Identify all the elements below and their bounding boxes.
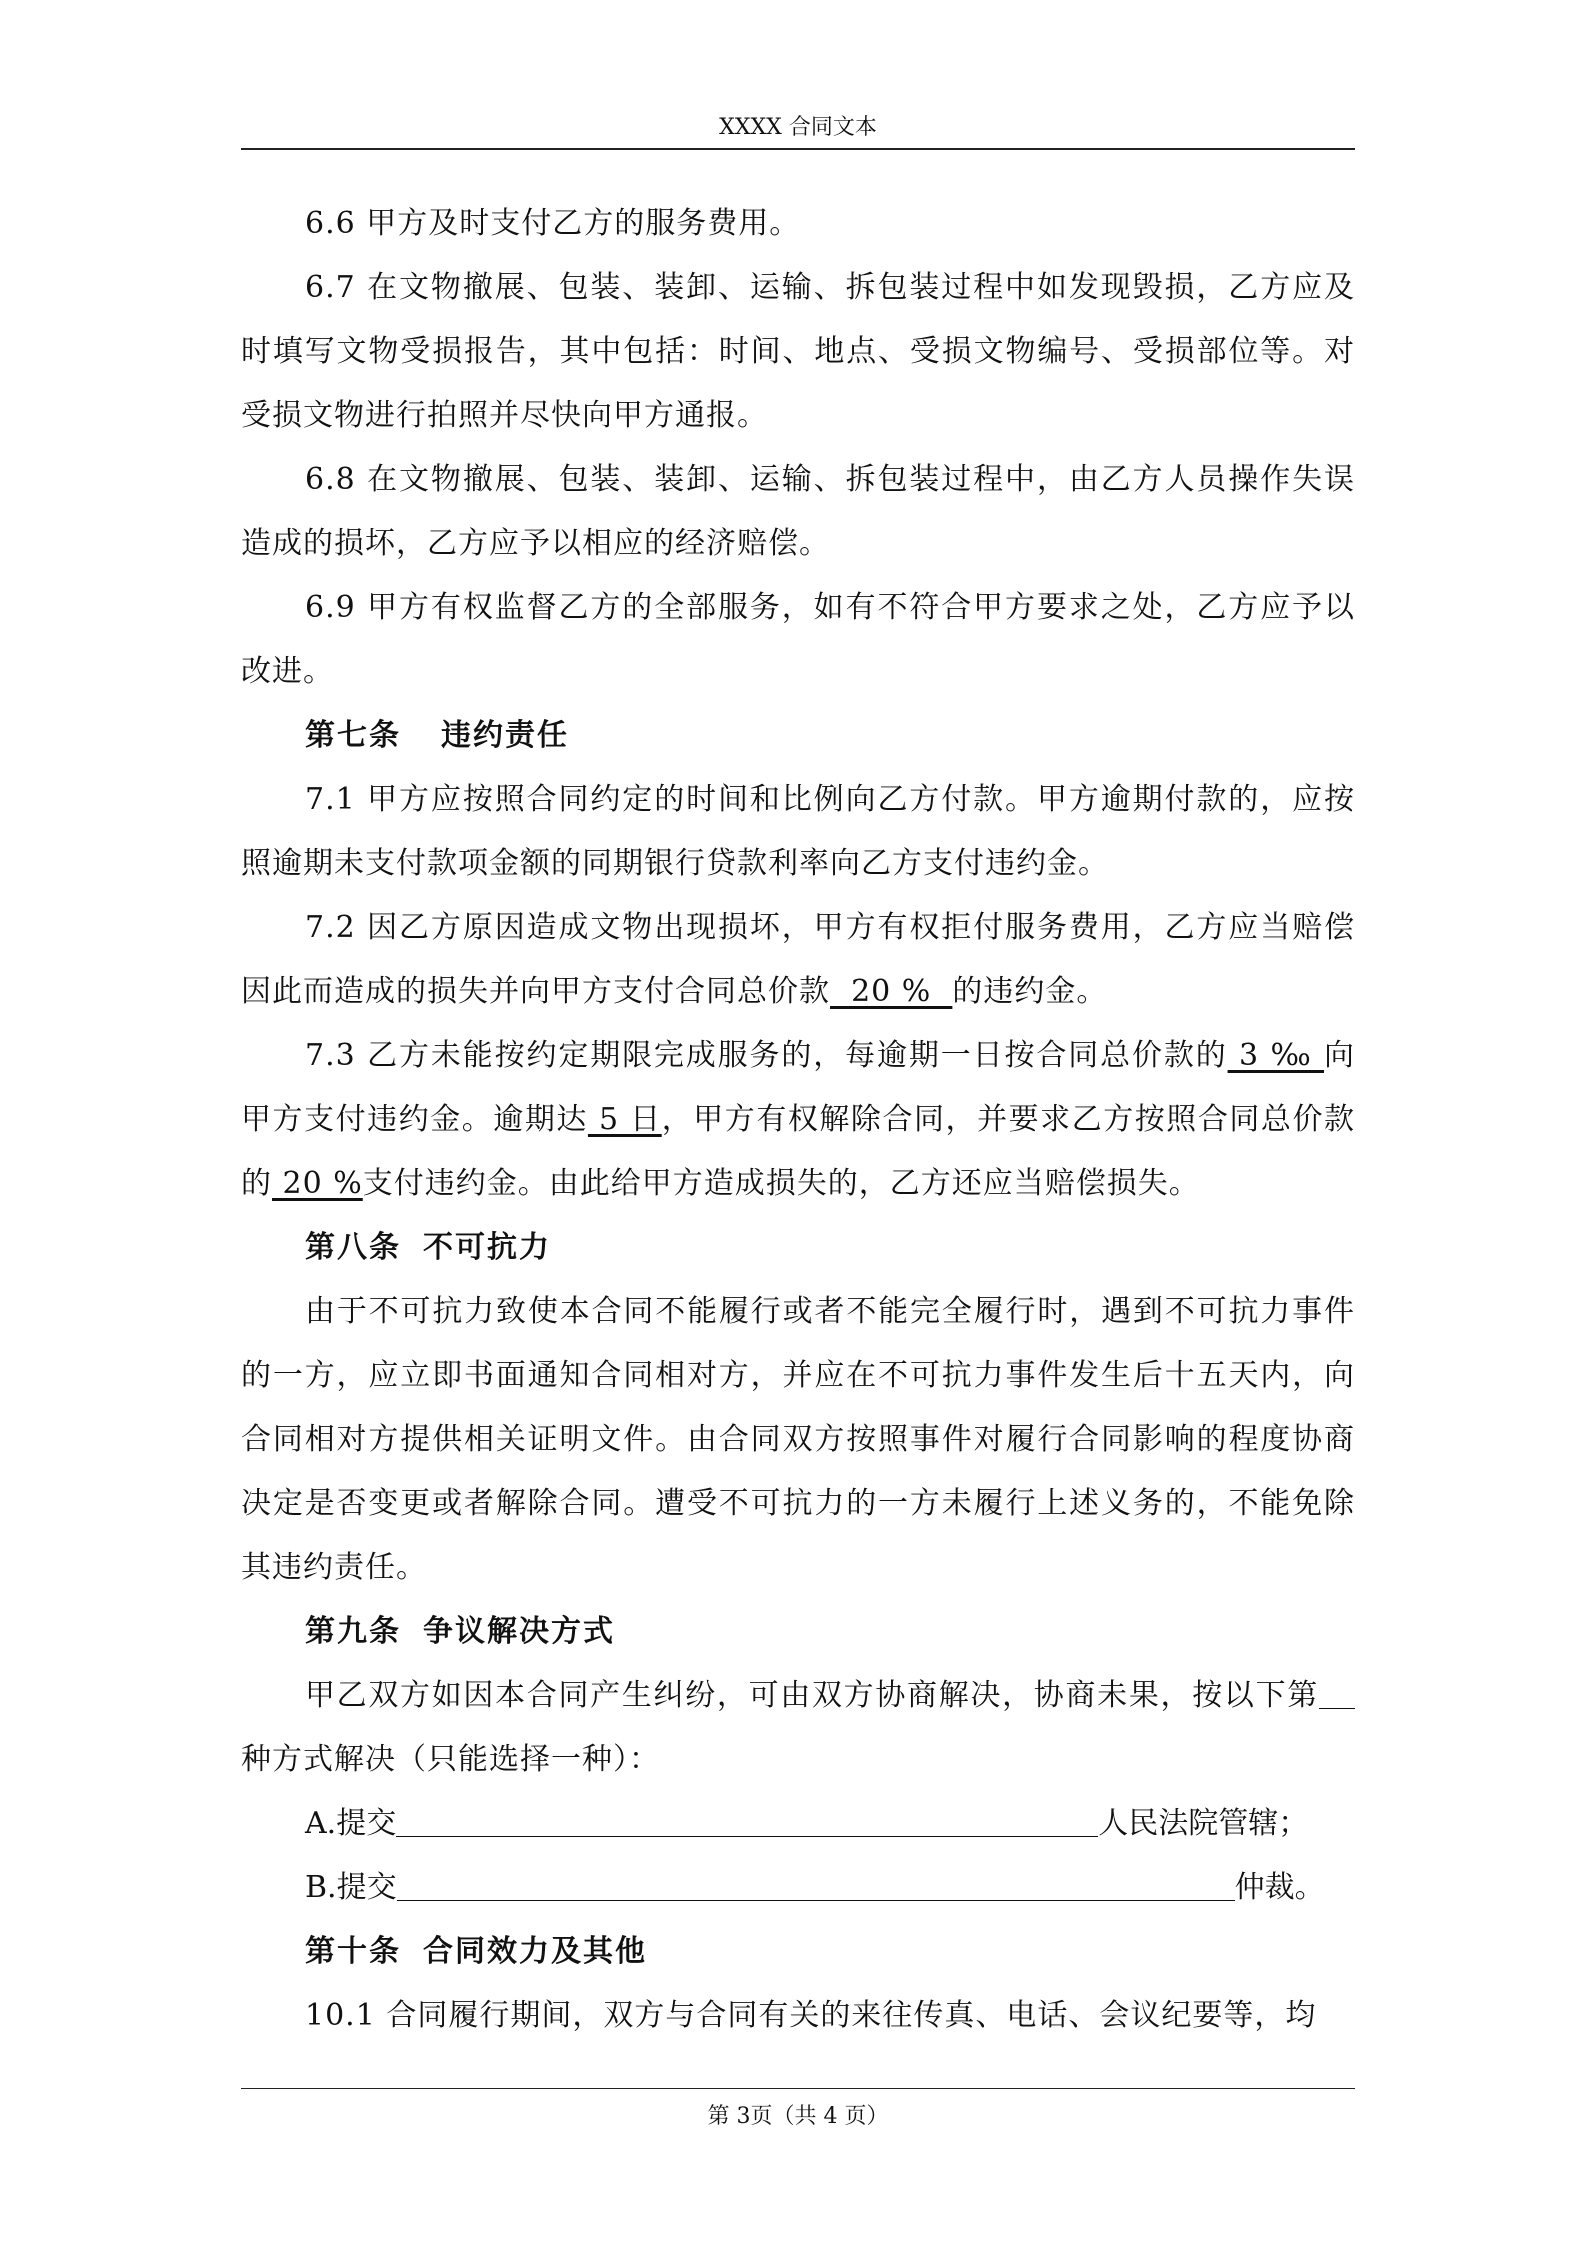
daily-rate-fill: 3 ‰ [1227,1038,1325,1073]
article-8-number: 第八条 [305,1230,401,1265]
page-header [241,108,1355,150]
article-10-heading [241,1920,1355,1984]
article-9-title: 争议解决方式 [423,1614,615,1649]
option-b-tail: 仲裁。 [1234,1870,1325,1905]
clause-7-3-tail: 支付违约金。由此给甲方造成损失的，乙方还应当赔偿损失。 [362,1166,1200,1201]
overdue-days-fill: 5 日 [587,1102,662,1137]
option-a-label: A.提交 [305,1806,397,1841]
article-9-heading [241,1600,1355,1664]
document-body [241,192,1355,2048]
penalty-rate-fill: 20 % [830,974,953,1009]
clause-7-3-text-3: ，甲方有权解除合同，并要求乙方按照合同总价款的 [241,1102,1355,1201]
page-number: 第 3页（共 4 页） [707,2104,889,2129]
clause-7-2 [241,896,1355,1024]
clause-10-1: 10.1 合同履行期间，双方与合同有关的来往传真、电话、会议纪要等，均 [305,1998,1317,2033]
option-a [241,1792,1355,1856]
article-9-text-b: 种方式解决（只能选择一种）： [241,1742,660,1777]
article-7-title: 违约责任 [441,718,569,753]
clause-6-7: 6.7 在文物撤展、包装、装卸、运输、拆包装过程中如发现毁损，乙方应及时填写文物受损报告，其中包括：时间、地点、受损文物编号、受损部位等。对受损文物进行拍照并尽快向甲方通报。 [241,270,1355,433]
article-10-title: 合同效力及其他 [423,1934,647,1969]
article-8-title: 不可抗力 [423,1230,551,1265]
article-8-heading [241,1216,1355,1280]
arbitration-body-blank[interactable] [397,1870,1235,1901]
option-choice-blank[interactable] [1319,1678,1355,1709]
header-title: XXXX 合同文本 [719,115,877,140]
court-name-blank[interactable] [396,1806,1098,1837]
clause-7-3-text: 7.3 乙方未能按约定期限完成服务的，每逾期一日按合同总价款的 [305,1038,1228,1073]
article-10-number: 第十条 [305,1934,401,1969]
option-b-label: B.提交 [305,1870,397,1905]
clause-7-1: 7.1 甲方应按照合同约定的时间和比例向乙方付款。甲方逾期付款的，应按照逾期未支付款项金额的同期银行贷款利率向乙方支付违约金。 [241,782,1355,881]
article-7-number: 第七条 [305,718,401,753]
clause-6-8: 6.8 在文物撤展、包装、装卸、运输、拆包装过程中，由乙方人员操作失误造成的损坏，乙方应予以相应的经济赔偿。 [241,462,1355,561]
option-b [241,1856,1355,1920]
termination-rate-fill: 20 % [272,1166,363,1201]
option-a-tail: 人民法院管辖； [1098,1806,1309,1841]
article-9-text [241,1664,1355,1792]
clause-7-2-text: 7.2 因乙方原因造成文物出现损坏，甲方有权拒付服务费用，乙方应当赔偿因此而造成的损失并向甲方支付合同总价款 [241,910,1355,1009]
article-7-heading [241,704,1355,768]
clause-7-3-text-2: 向甲方支付违约金。逾期达 [241,1038,1356,1137]
clause-7-3 [241,1024,1355,1216]
article-8-text: 由于不可抗力致使本合同不能履行或者不能完全履行时，遇到不可抗力事件的一方，应立即书面通知合同相对方，并应在不可抗力事件发生后十五天内，向合同相对方提供相关证明文件。由合同双方按照事件对履行合同影响的程度协商决定是否变更或者解除合同。遭受不可抗力的一方未履行上述义务的，不能免除其违约责任。 [241,1294,1355,1585]
article-9-number: 第九条 [305,1614,401,1649]
article-9-text-a: 甲乙双方如因本合同产生纠纷，可由双方协商解决，协商未果，按以下第 [305,1678,1319,1713]
clause-6-6: 6.6 甲方及时支付乙方的服务费用。 [305,206,801,241]
page-footer [241,2088,1355,2130]
clause-6-9: 6.9 甲方有权监督乙方的全部服务，如有不符合甲方要求之处，乙方应予以改进。 [241,590,1355,689]
clause-7-2-tail: 的违约金。 [952,974,1108,1009]
